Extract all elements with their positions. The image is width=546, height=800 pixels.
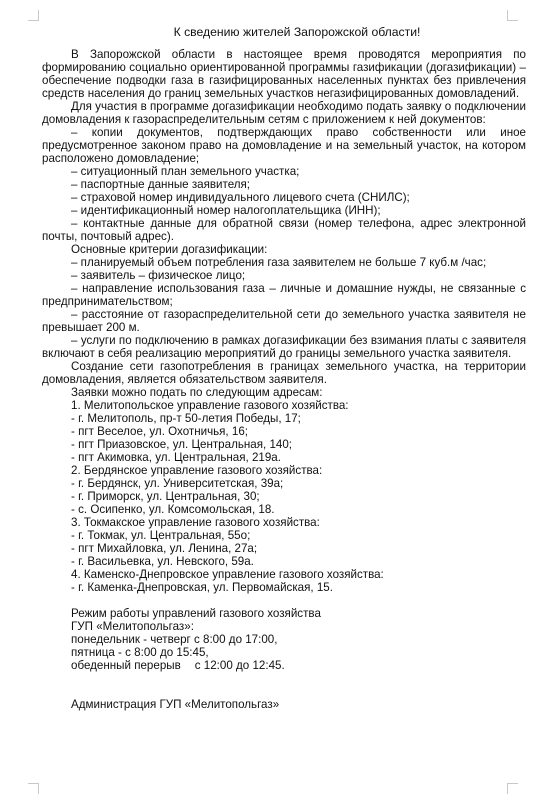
signature: Администрация ГУП «Мелитопольгаз»	[71, 698, 280, 711]
document-item: – идентификационный номер налогоплательщика (ИНН);	[71, 204, 381, 217]
document-page	[42, 26, 526, 711]
address-line: - г. Каменка-Днепровская, ул. Первомайская, 15.	[71, 581, 333, 594]
document-item: – контактные данные для обратной связи (номер телефона, адрес электронной почты, почтовый адрес).	[42, 217, 526, 243]
corner-mark-top-left	[28, 10, 39, 21]
address-line: - г. Токмак, ул. Центральная, 55о;	[71, 529, 251, 542]
address-group-heading: 2. Бердянское управление газового хозяйства:	[71, 464, 323, 477]
participation-paragraph: Для участия в программе догазификации необходимо подать заявку о подключении домовладения к газораспределительным сетям с приложением к ней документов:	[42, 100, 526, 126]
corner-mark-top-right	[507, 10, 518, 21]
document-item: – паспортные данные заявителя;	[71, 178, 251, 191]
address-group-heading: 4. Каменско-Днепровское управление газового хозяйства:	[71, 568, 384, 581]
address-line: - г. Бердянск, ул. Университетская, 39а;	[71, 477, 284, 490]
criteria-item: – направление использования газа – личные и домашние нужды, не связанные с предпринимательством;	[42, 282, 526, 308]
addresses-heading: Заявки можно подать по следующим адресам:	[71, 386, 323, 399]
address-line: - г. Васильевка, ул. Невского, 59а.	[71, 555, 254, 568]
criteria-item: – планируемый объем потребления газа заявителем не больше 7 куб.м /час;	[71, 256, 487, 269]
document-item: – страховой номер индивидуального лицевого счета (СНИЛС);	[71, 191, 410, 204]
document-title: К сведению жителей Запорожской области!	[173, 25, 421, 39]
address-line: - пгт Веселое, ул. Охотничья, 16;	[71, 425, 248, 438]
corner-mark-bottom-right	[507, 783, 518, 794]
address-line: - пгт Приазовское, ул. Центральная, 140;	[71, 438, 293, 451]
schedule-lunch	[42, 659, 526, 672]
address-line: - с. Осипенко, ул. Комсомольская, 18.	[71, 503, 275, 516]
criteria-item: – заявитель – физическое лицо;	[71, 269, 246, 282]
address-line: - г. Приморск, ул. Центральная, 30;	[71, 490, 260, 503]
lunch-label: обеденный перерыв	[71, 659, 181, 672]
criteria-item: – расстояние от газораспределительной сети до земельного участка заявителя не превышает 200 м.	[42, 308, 526, 334]
address-line: - пгт Михайловка, ул. Ленина, 27а;	[71, 542, 258, 555]
criteria-item: – услуги по подключению в рамках догазификации без взимания платы с заявителя включают в себя реализацию мероприятий до границы земельного участка заявителя.	[42, 334, 526, 360]
address-group-heading: 3. Токмакское управление газового хозяйства:	[71, 516, 320, 529]
schedule-org: ГУП «Мелитопольгаз»:	[71, 620, 194, 633]
document-item: – ситуационный план земельного участка;	[71, 165, 300, 178]
spacer	[42, 672, 526, 698]
spacer	[42, 594, 526, 607]
lunch-time: с 12:00 до 12:45.	[194, 659, 285, 672]
address-group-heading: 1. Мелитопольское управление газового хозяйства:	[71, 399, 349, 412]
address-line: - г. Мелитополь, пр-т 50-летия Победы, 17;	[71, 412, 301, 425]
document-item: – копии документов, подтверждающих право собственности или иное предусмотренное законом право на домовладение и на земельный участок, на котором расположено домовладение;	[42, 126, 526, 165]
address-line: - пгт Акимовка, ул. Центральная, 219а.	[71, 451, 281, 464]
schedule-mon-thu: понедельник - четверг с 8:00 до 17:00,	[71, 633, 278, 646]
criteria-heading: Основные критерии догазификации:	[71, 243, 268, 256]
schedule-heading: Режим работы управлений газового хозяйства	[71, 607, 321, 620]
corner-mark-bottom-left	[28, 783, 39, 794]
network-paragraph: Создание сети газопотребления в границах земельного участка, на территории домовладения, является обязательством заявителя.	[42, 360, 526, 386]
schedule-friday: пятница - с 8:00 до 15:45,	[71, 646, 209, 659]
intro-paragraph: В Запорожской области в настоящее время проводятся мероприятия по формированию социально ориентированной программы газификации (догазификации) – обеспечение подводки газа в газифицированных населенных пунктах без привлечения средств населения до границ земельных участков негазифицированных домовладений.	[42, 48, 526, 100]
